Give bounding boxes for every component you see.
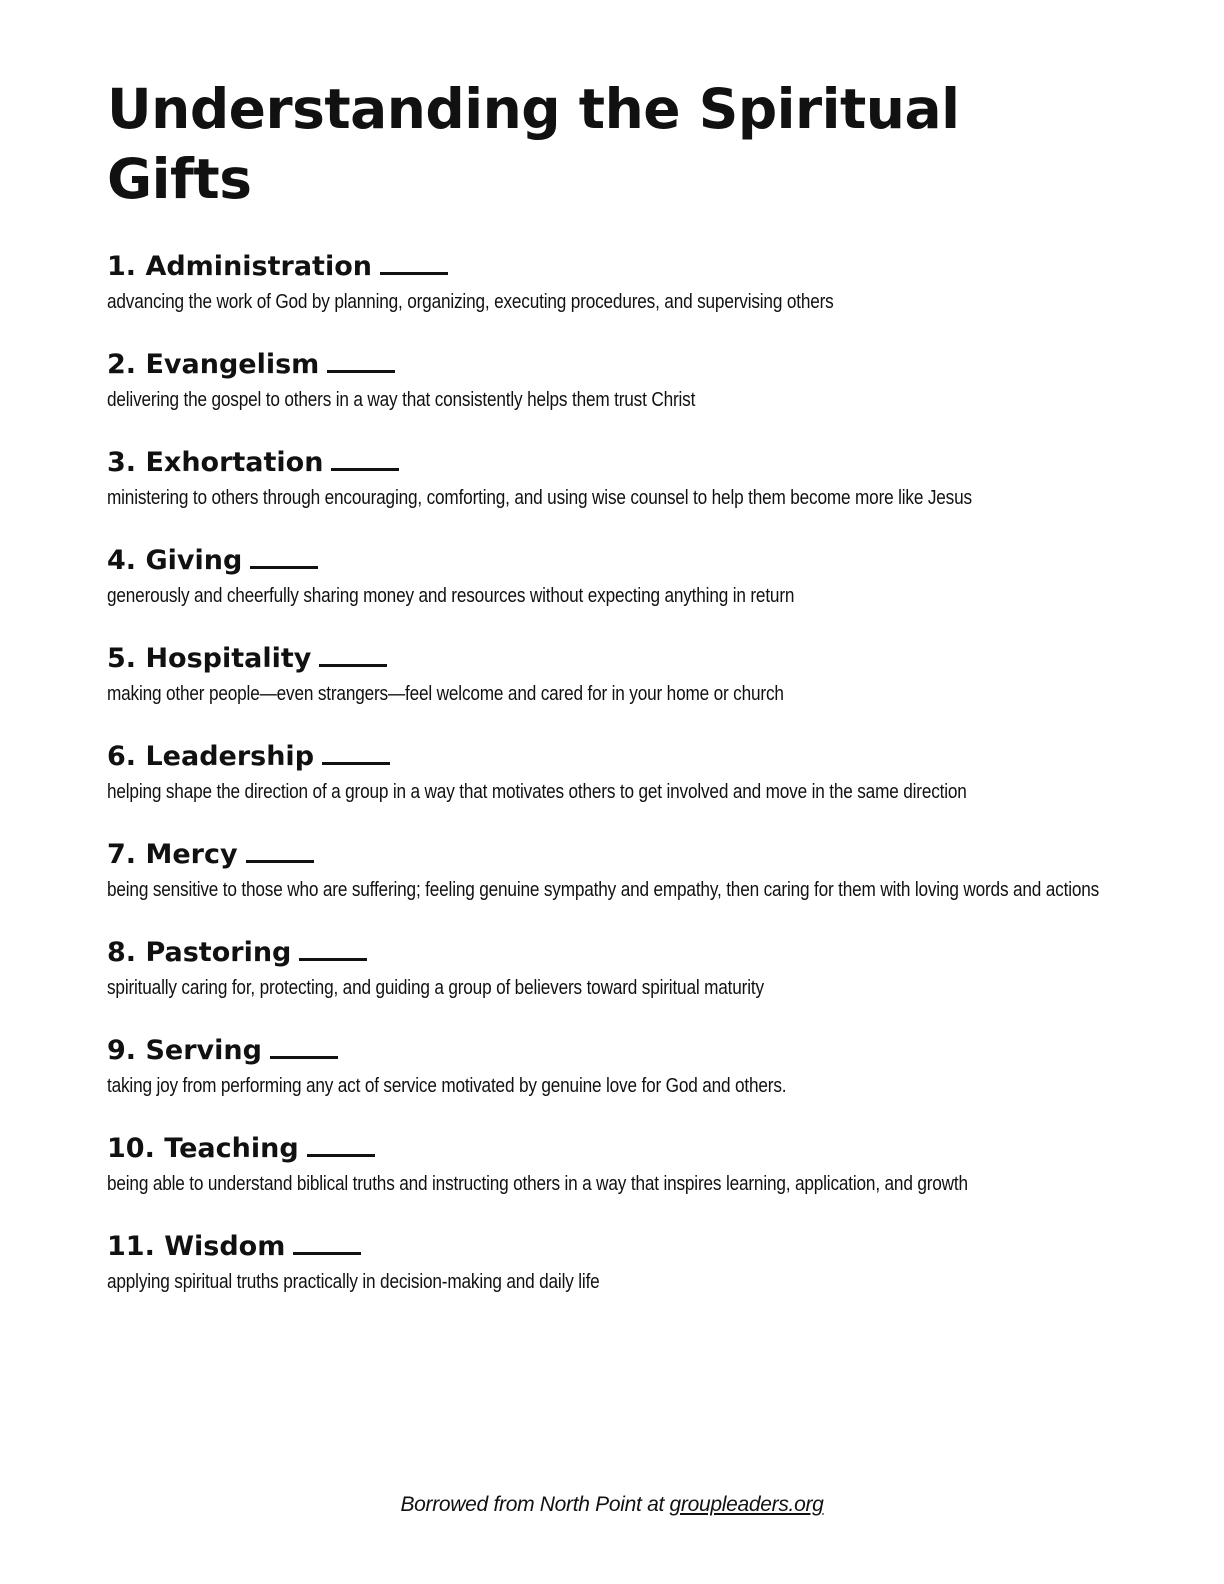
gift-number: 10.	[107, 1133, 155, 1164]
page-title: Understanding the Spiritual Gifts	[107, 77, 960, 211]
gift-name: Administration	[145, 251, 372, 282]
gift-item	[107, 1230, 1117, 1298]
footer	[0, 1493, 1224, 1517]
gift-item	[107, 250, 1117, 318]
gift-heading	[107, 740, 1117, 774]
gift-number: 7.	[107, 839, 137, 870]
gift-name: Exhortation	[145, 447, 324, 478]
gift-name: Mercy	[145, 839, 238, 870]
score-blank[interactable]	[380, 250, 448, 275]
gift-number: 5.	[107, 643, 137, 674]
gift-description: being able to understand biblical truths and instructing others in a way that inspires learning, application, and growth	[107, 1173, 968, 1195]
gift-number: 11.	[107, 1231, 155, 1262]
gift-item	[107, 446, 1117, 514]
score-blank[interactable]	[250, 544, 318, 569]
score-blank[interactable]	[327, 348, 395, 373]
gift-heading	[107, 544, 1117, 578]
gift-description: advancing the work of God by planning, organizing, executing procedures, and supervising others	[107, 291, 834, 313]
document-page	[107, 74, 1117, 1328]
score-blank[interactable]	[299, 936, 367, 961]
gift-item	[107, 642, 1117, 710]
gift-number: 4.	[107, 545, 137, 576]
gift-heading	[107, 1034, 1117, 1068]
gift-description: helping shape the direction of a group in a way that motivates others to get involved and move in the same direction	[107, 781, 967, 803]
gift-description: applying spiritual truths practically in decision-making and daily life	[107, 1271, 600, 1293]
gift-heading	[107, 250, 1117, 284]
gift-number: 3.	[107, 447, 137, 478]
gift-name: Evangelism	[145, 349, 320, 380]
gift-item	[107, 838, 1117, 906]
score-blank[interactable]	[322, 740, 390, 765]
gift-item	[107, 348, 1117, 416]
score-blank[interactable]	[331, 446, 399, 471]
gift-heading	[107, 642, 1117, 676]
gift-name: Leadership	[145, 741, 315, 772]
gift-heading	[107, 936, 1117, 970]
gift-number: 6.	[107, 741, 137, 772]
gift-list	[107, 250, 1117, 1298]
gift-name: Giving	[145, 545, 243, 576]
gift-item	[107, 740, 1117, 808]
gift-number: 1.	[107, 251, 137, 282]
gift-description: making other people—even strangers—feel welcome and cared for in your home or church	[107, 683, 784, 705]
gift-number: 8.	[107, 937, 137, 968]
gift-name: Serving	[145, 1035, 262, 1066]
gift-name: Hospitality	[145, 643, 312, 674]
footer-link[interactable]: groupleaders.org	[669, 1493, 824, 1516]
gift-item	[107, 1034, 1117, 1102]
gift-name: Pastoring	[145, 937, 292, 968]
gift-number: 2.	[107, 349, 137, 380]
score-blank[interactable]	[319, 642, 387, 667]
gift-name: Wisdom	[164, 1231, 286, 1262]
gift-description: spiritually caring for, protecting, and guiding a group of believers toward spiritual maturity	[107, 977, 764, 999]
gift-description: taking joy from performing any act of service motivated by genuine love for God and others.	[107, 1075, 787, 1097]
gift-heading	[107, 1132, 1117, 1166]
score-blank[interactable]	[307, 1132, 375, 1157]
gift-heading	[107, 1230, 1117, 1264]
gift-heading	[107, 348, 1117, 382]
gift-item	[107, 544, 1117, 612]
footer-text: Borrowed from North Point at	[400, 1493, 670, 1516]
gift-heading	[107, 446, 1117, 480]
gift-description: ministering to others through encouraging, comforting, and using wise counsel to help them become more like Jesus	[107, 487, 972, 509]
score-blank[interactable]	[246, 838, 314, 863]
gift-name: Teaching	[164, 1133, 299, 1164]
score-blank[interactable]	[293, 1230, 361, 1255]
gift-description: generously and cheerfully sharing money and resources without expecting anything in return	[107, 585, 795, 607]
gift-number: 9.	[107, 1035, 137, 1066]
gift-item	[107, 936, 1117, 1004]
gift-heading	[107, 838, 1117, 872]
score-blank[interactable]	[270, 1034, 338, 1059]
gift-description: being sensitive to those who are suffering; feeling genuine sympathy and empathy, then caring for them with loving words and actions	[107, 879, 1100, 901]
gift-item	[107, 1132, 1117, 1200]
gift-description: delivering the gospel to others in a way that consistently helps them trust Christ	[107, 389, 696, 411]
